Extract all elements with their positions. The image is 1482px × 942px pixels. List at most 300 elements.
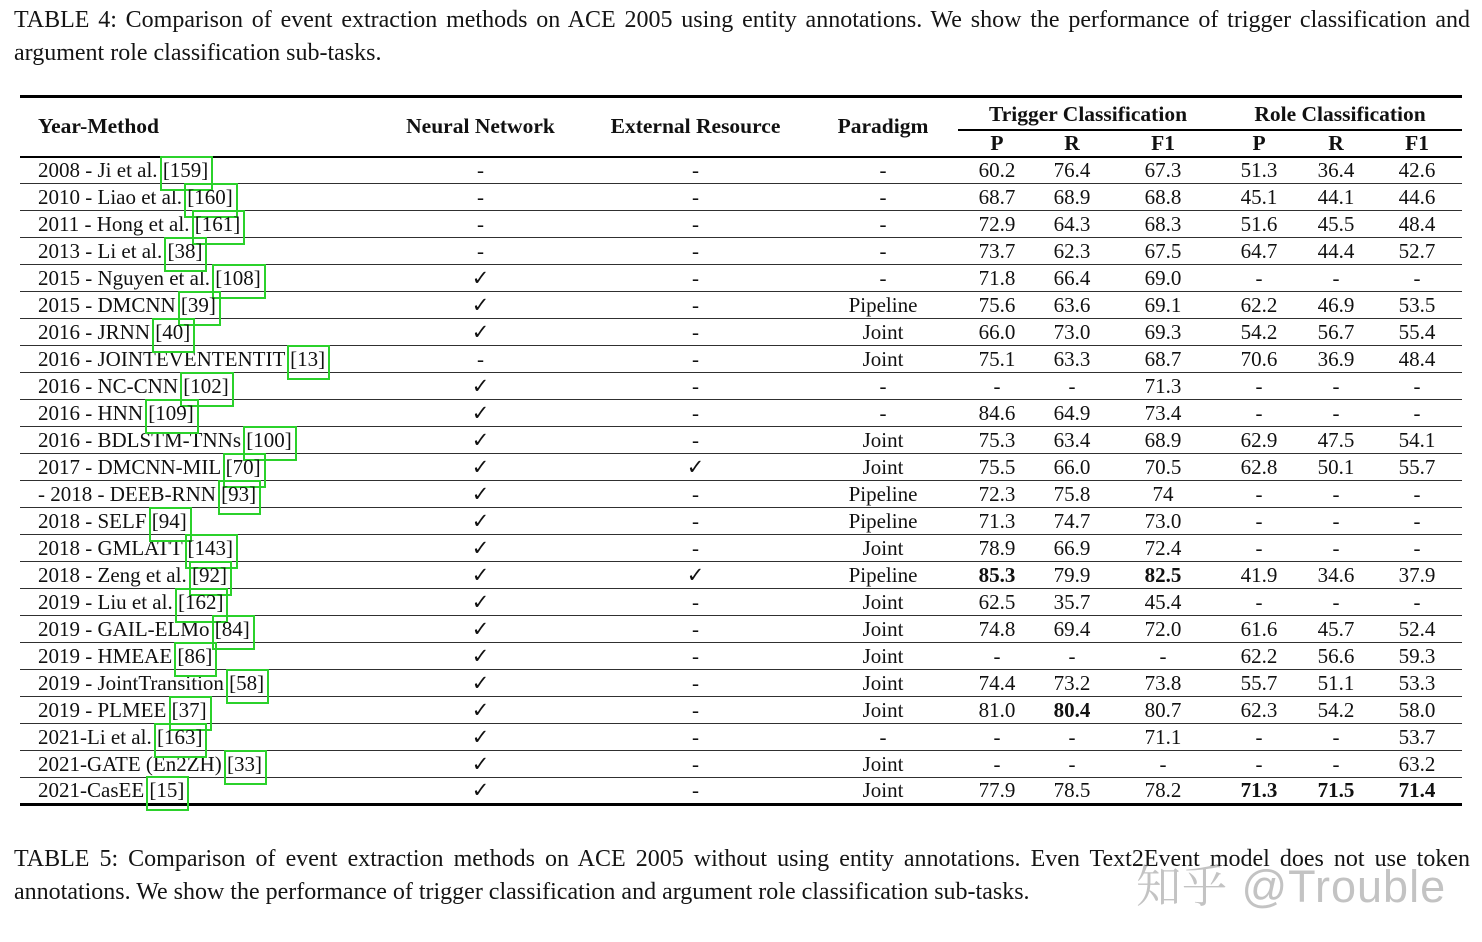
metric-cell: 72.4 bbox=[1144, 535, 1182, 560]
metric-cell: 73.4 bbox=[1144, 400, 1182, 425]
paradigm-cell: Joint bbox=[862, 319, 904, 344]
metric-cell: 62.5 bbox=[978, 589, 1016, 614]
external-resource-cell: - bbox=[692, 427, 699, 452]
method-label: 2019 - JointTransition bbox=[38, 670, 230, 695]
metric-cell: 68.9 bbox=[1144, 427, 1182, 452]
neural-network-cell: ✓ bbox=[471, 643, 490, 668]
paradigm-cell: Pipeline bbox=[848, 292, 918, 317]
metric-cell: 66.0 bbox=[1053, 454, 1091, 479]
method-cell bbox=[20, 670, 378, 697]
metric-cell: 68.7 bbox=[978, 184, 1016, 209]
metric-cell: 72.9 bbox=[978, 211, 1016, 236]
table-row bbox=[20, 346, 1462, 373]
citation-box: [39] bbox=[180, 292, 216, 317]
method-label: 2016 - JRNN bbox=[38, 319, 156, 344]
external-resource-cell: - bbox=[692, 346, 699, 371]
external-resource-cell: - bbox=[692, 778, 699, 802]
method-cell bbox=[20, 778, 378, 805]
method-label: 2019 - PLMEE bbox=[38, 697, 172, 722]
table-row bbox=[20, 238, 1462, 265]
subheader-role-p: P bbox=[1252, 130, 1266, 155]
paradigm-cell: Joint bbox=[862, 670, 904, 695]
method-cell bbox=[20, 643, 378, 670]
table-row bbox=[20, 697, 1462, 724]
metric-cell: 80.7 bbox=[1144, 697, 1182, 722]
metric-cell: - bbox=[993, 373, 1001, 398]
metric-cell: 47.5 bbox=[1317, 427, 1355, 452]
method-cell bbox=[20, 481, 378, 508]
metric-cell: 79.9 bbox=[1053, 562, 1091, 587]
metric-cell: - bbox=[1255, 265, 1263, 290]
header-role-classification: Role Classification bbox=[1218, 97, 1462, 130]
header-neural-network: Neural Network bbox=[406, 114, 555, 139]
method-cell bbox=[20, 751, 378, 778]
citation-box: [13] bbox=[290, 346, 326, 371]
citation-box: [108] bbox=[215, 265, 261, 290]
metric-cell: - bbox=[1255, 481, 1263, 506]
metric-cell: 56.7 bbox=[1317, 319, 1355, 344]
metric-cell: - bbox=[1332, 400, 1340, 425]
metric-cell: 62.3 bbox=[1053, 238, 1091, 263]
citation-box: [40] bbox=[155, 319, 191, 344]
metric-cell: 74.7 bbox=[1053, 508, 1091, 533]
method-label: 2016 - NC-CNN bbox=[38, 373, 184, 398]
metric-cell: 78.9 bbox=[978, 535, 1016, 560]
paradigm-cell: - bbox=[879, 265, 887, 290]
paradigm-cell: Joint bbox=[862, 427, 904, 452]
metric-cell: 71.3 bbox=[1144, 373, 1182, 398]
metric-cell: - bbox=[1332, 535, 1340, 560]
metric-cell: 37.9 bbox=[1398, 562, 1436, 587]
table-header bbox=[20, 97, 1462, 157]
header-year-method: Year-Method bbox=[38, 114, 160, 139]
metric-cell: 54.2 bbox=[1240, 319, 1278, 344]
metric-cell: 73.8 bbox=[1144, 670, 1182, 695]
watermark: 知乎 @Trouble bbox=[1136, 861, 1447, 912]
method-cell bbox=[20, 265, 378, 292]
metric-cell: 52.4 bbox=[1398, 616, 1436, 641]
metric-cell: - bbox=[1332, 481, 1340, 506]
metric-cell: 55.7 bbox=[1240, 670, 1278, 695]
metric-cell: 74.8 bbox=[978, 616, 1016, 641]
paradigm-cell: - bbox=[879, 211, 887, 236]
metric-cell: - bbox=[1332, 724, 1340, 749]
metric-cell: - bbox=[1255, 535, 1263, 560]
external-resource-cell: - bbox=[692, 211, 699, 236]
neural-network-cell: - bbox=[477, 238, 484, 263]
citation-box: [84] bbox=[214, 616, 250, 641]
table5-caption: TABLE 5: Comparison of event extraction methods on ACE 2005 without using entity annotations. Even Text2Event model does not use token annotations. We show the performance of trigger classification and argument role classification sub-tasks. bbox=[14, 846, 1470, 906]
metric-cell: - bbox=[1068, 643, 1076, 668]
paradigm-cell: Pipeline bbox=[848, 481, 918, 506]
citation-box: [100] bbox=[246, 427, 292, 452]
metric-cell: 77.9 bbox=[978, 778, 1016, 802]
comparison-table bbox=[20, 95, 1462, 806]
citation-box: [70] bbox=[225, 454, 261, 479]
table-row bbox=[20, 589, 1462, 616]
metric-cell: - bbox=[1413, 265, 1421, 290]
external-resource-cell: - bbox=[692, 589, 699, 614]
method-cell bbox=[20, 400, 378, 427]
metric-cell: 69.3 bbox=[1144, 319, 1182, 344]
method-label: 2011 - Hong et al. bbox=[38, 211, 195, 236]
metric-cell: 62.8 bbox=[1240, 454, 1278, 479]
external-resource-cell: - bbox=[692, 616, 699, 641]
method-label: 2015 - DMCNN bbox=[38, 292, 181, 317]
metric-cell: - bbox=[1332, 589, 1340, 614]
method-label: 2017 - DMCNN-MIL bbox=[38, 454, 226, 479]
method-label: 2019 - Liu et al. bbox=[38, 589, 178, 614]
metric-cell: 42.6 bbox=[1398, 157, 1436, 182]
neural-network-cell: ✓ bbox=[471, 778, 490, 802]
external-resource-cell: - bbox=[692, 481, 699, 506]
method-cell bbox=[20, 427, 378, 454]
paradigm-cell: Pipeline bbox=[848, 562, 918, 587]
metric-cell: 36.9 bbox=[1317, 346, 1355, 371]
metric-cell: 73.0 bbox=[1144, 508, 1182, 533]
neural-network-cell: ✓ bbox=[471, 373, 490, 398]
paradigm-cell: - bbox=[879, 184, 887, 209]
method-cell bbox=[20, 616, 378, 643]
metric-cell: - bbox=[1068, 373, 1076, 398]
metric-cell: 71.1 bbox=[1144, 724, 1182, 749]
metric-cell: 53.5 bbox=[1398, 292, 1436, 317]
metric-cell: 62.2 bbox=[1240, 643, 1278, 668]
metric-cell: - bbox=[993, 751, 1001, 776]
method-label: 2018 - GMLATT bbox=[38, 535, 188, 560]
table-row bbox=[20, 265, 1462, 292]
external-resource-cell: - bbox=[692, 292, 699, 317]
metric-cell: - bbox=[1159, 751, 1167, 776]
metric-cell: 71.3 bbox=[1240, 778, 1278, 802]
citation-box: [38] bbox=[167, 238, 203, 263]
metric-cell: 45.1 bbox=[1240, 184, 1278, 209]
external-resource-cell: - bbox=[692, 670, 699, 695]
metric-cell: 71.3 bbox=[978, 508, 1016, 533]
metric-cell: 67.3 bbox=[1144, 157, 1182, 182]
metric-cell: 68.3 bbox=[1144, 211, 1182, 236]
citation-box: [163] bbox=[156, 724, 203, 749]
table-row bbox=[20, 508, 1462, 535]
subheader-role-r: R bbox=[1328, 130, 1344, 155]
paradigm-cell: Joint bbox=[862, 778, 904, 802]
method-cell bbox=[20, 373, 378, 400]
table-row bbox=[20, 751, 1462, 778]
paradigm-cell: Joint bbox=[862, 346, 904, 371]
method-cell bbox=[20, 535, 378, 562]
metric-cell: 51.6 bbox=[1240, 211, 1278, 236]
method-cell bbox=[20, 346, 378, 373]
metric-cell: 85.3 bbox=[978, 562, 1016, 587]
metric-cell: 34.6 bbox=[1317, 562, 1355, 587]
metric-cell: 66.9 bbox=[1053, 535, 1091, 560]
paradigm-cell: - bbox=[879, 373, 887, 398]
subheader-trigger-p: P bbox=[990, 130, 1004, 155]
paradigm-cell: Joint bbox=[862, 697, 904, 722]
metric-cell: - bbox=[1068, 724, 1076, 749]
table-row bbox=[20, 211, 1462, 238]
metric-cell: 44.1 bbox=[1317, 184, 1355, 209]
paradigm-cell: Pipeline bbox=[848, 508, 918, 533]
external-resource-cell: - bbox=[692, 238, 699, 263]
neural-network-cell: ✓ bbox=[471, 562, 490, 587]
method-label: 2016 - HNN bbox=[38, 400, 149, 425]
citation-box: [162] bbox=[177, 589, 224, 614]
method-cell bbox=[20, 319, 378, 346]
table-row bbox=[20, 481, 1462, 508]
metric-cell: 62.2 bbox=[1240, 292, 1278, 317]
citation-box: [109] bbox=[148, 400, 194, 425]
metric-cell: 63.4 bbox=[1053, 427, 1091, 452]
metric-cell: 73.2 bbox=[1053, 670, 1091, 695]
metric-cell: 69.1 bbox=[1144, 292, 1182, 317]
neural-network-cell: - bbox=[477, 211, 484, 236]
metric-cell: 45.5 bbox=[1317, 211, 1355, 236]
metric-cell: 75.8 bbox=[1053, 481, 1091, 506]
external-resource-cell: - bbox=[692, 373, 699, 398]
table-row bbox=[20, 535, 1462, 562]
metric-cell: - bbox=[1255, 400, 1263, 425]
method-cell bbox=[20, 292, 378, 319]
citation-box: [94] bbox=[151, 508, 187, 533]
metric-cell: 48.4 bbox=[1398, 346, 1436, 371]
metric-cell: 48.4 bbox=[1398, 211, 1436, 236]
method-cell bbox=[20, 562, 378, 589]
metric-cell: - bbox=[993, 724, 1001, 749]
neural-network-cell: ✓ bbox=[471, 427, 490, 452]
metric-cell: 51.1 bbox=[1317, 670, 1355, 695]
paradigm-cell: - bbox=[879, 724, 887, 749]
header-trigger-classification: Trigger Classification bbox=[958, 97, 1218, 130]
neural-network-cell: - bbox=[477, 184, 484, 209]
citation-box: [33] bbox=[226, 751, 262, 776]
paradigm-cell: - bbox=[879, 157, 887, 182]
metric-cell: - bbox=[1332, 265, 1340, 290]
method-label: 2018 - Zeng et al. bbox=[38, 562, 192, 587]
neural-network-cell: ✓ bbox=[471, 697, 490, 722]
table-row bbox=[20, 616, 1462, 643]
method-cell bbox=[20, 724, 378, 751]
metric-cell: 80.4 bbox=[1053, 697, 1091, 722]
metric-cell: 66.4 bbox=[1053, 265, 1091, 290]
table-row bbox=[20, 562, 1462, 589]
citation-box: [102] bbox=[183, 373, 229, 398]
method-label: 2021-GATE (En2ZH) bbox=[38, 751, 227, 776]
header-paradigm: Paradigm bbox=[837, 114, 929, 139]
method-label: 2013 - Li et al. bbox=[38, 238, 168, 263]
metric-cell: 68.9 bbox=[1053, 184, 1091, 209]
method-label: 2010 - Liao et al. bbox=[38, 184, 188, 209]
metric-cell: 54.1 bbox=[1398, 427, 1436, 452]
method-cell bbox=[20, 211, 378, 238]
external-resource-cell: - bbox=[692, 751, 699, 776]
neural-network-cell: ✓ bbox=[471, 319, 490, 344]
paradigm-cell: Joint bbox=[862, 643, 904, 668]
metric-cell: 58.0 bbox=[1398, 697, 1436, 722]
metric-cell: 51.3 bbox=[1240, 157, 1278, 182]
method-cell bbox=[20, 589, 378, 616]
paradigm-cell: - bbox=[879, 238, 887, 263]
method-label: 2016 - BDLSTM-TNNs bbox=[38, 427, 247, 452]
metric-cell: - bbox=[1413, 508, 1421, 533]
external-resource-cell: - bbox=[692, 697, 699, 722]
metric-cell: 81.0 bbox=[978, 697, 1016, 722]
paradigm-cell: Joint bbox=[862, 751, 904, 776]
external-resource-cell: - bbox=[692, 265, 699, 290]
metric-cell: 66.0 bbox=[978, 319, 1016, 344]
metric-cell: 75.6 bbox=[978, 292, 1016, 317]
metric-cell: 72.3 bbox=[978, 481, 1016, 506]
neural-network-cell: ✓ bbox=[471, 589, 490, 614]
external-resource-cell: - bbox=[692, 535, 699, 560]
method-label: 2018 - SELF bbox=[38, 508, 152, 533]
metric-cell: - bbox=[1255, 751, 1263, 776]
external-resource-cell: - bbox=[692, 157, 699, 182]
metric-cell: - bbox=[1413, 400, 1421, 425]
method-label: 2015 - Nguyen et al. bbox=[38, 265, 216, 290]
metric-cell: 76.4 bbox=[1053, 157, 1091, 182]
external-resource-cell: - bbox=[692, 508, 699, 533]
metric-cell: 72.0 bbox=[1144, 616, 1182, 641]
metric-cell: - bbox=[1332, 373, 1340, 398]
method-cell bbox=[20, 157, 378, 184]
metric-cell: 75.3 bbox=[978, 427, 1016, 452]
metric-cell: 74 bbox=[1152, 481, 1174, 506]
metric-cell: 36.4 bbox=[1317, 157, 1355, 182]
citation-box: [143] bbox=[187, 535, 234, 560]
metric-cell: 61.6 bbox=[1240, 616, 1278, 641]
subheader-trigger-r: R bbox=[1064, 130, 1080, 155]
neural-network-cell: ✓ bbox=[471, 292, 490, 317]
metric-cell: 63.2 bbox=[1398, 751, 1436, 776]
method-label: 2019 - HMEAE bbox=[38, 643, 178, 668]
metric-cell: 53.3 bbox=[1398, 670, 1436, 695]
metric-cell: 71.4 bbox=[1398, 778, 1436, 802]
neural-network-cell: ✓ bbox=[471, 535, 490, 560]
table-row bbox=[20, 373, 1462, 400]
method-cell bbox=[20, 184, 378, 211]
metric-cell: 71.5 bbox=[1317, 778, 1355, 802]
metric-cell: 41.9 bbox=[1240, 562, 1278, 587]
citation-box: [15] bbox=[149, 778, 185, 802]
table-row bbox=[20, 643, 1462, 670]
metric-cell: 73.0 bbox=[1053, 319, 1091, 344]
method-cell bbox=[20, 508, 378, 535]
method-label: 2021-Li et al. bbox=[38, 724, 157, 749]
metric-cell: 55.4 bbox=[1398, 319, 1436, 344]
paradigm-cell: Joint bbox=[862, 589, 904, 614]
metric-cell: - bbox=[1413, 373, 1421, 398]
table-row bbox=[20, 454, 1462, 481]
citation-box: [86] bbox=[177, 643, 213, 668]
external-resource-cell: - bbox=[692, 643, 699, 668]
metric-cell: 64.9 bbox=[1053, 400, 1091, 425]
metric-cell: 52.7 bbox=[1398, 238, 1436, 263]
metric-cell: 68.7 bbox=[1144, 346, 1182, 371]
neural-network-cell: ✓ bbox=[471, 508, 490, 533]
metric-cell: - bbox=[1255, 724, 1263, 749]
table-row bbox=[20, 778, 1462, 805]
neural-network-cell: ✓ bbox=[471, 751, 490, 776]
paradigm-cell: - bbox=[879, 400, 887, 425]
metric-cell: 78.2 bbox=[1144, 778, 1182, 802]
metric-cell: 45.4 bbox=[1144, 589, 1182, 614]
metric-cell: 84.6 bbox=[978, 400, 1016, 425]
citation-box: [161] bbox=[194, 211, 241, 236]
table-row bbox=[20, 319, 1462, 346]
citation-box: [92] bbox=[191, 562, 227, 587]
metric-cell: 78.5 bbox=[1053, 778, 1091, 802]
metric-cell: - bbox=[1413, 481, 1421, 506]
metric-cell: - bbox=[1332, 508, 1340, 533]
table-row bbox=[20, 724, 1462, 751]
neural-network-cell: ✓ bbox=[471, 670, 490, 695]
metric-cell: - bbox=[1068, 751, 1076, 776]
subheader-trigger-f1: F1 bbox=[1151, 130, 1175, 155]
metric-cell: 46.9 bbox=[1317, 292, 1355, 317]
metric-cell: 35.7 bbox=[1053, 589, 1091, 614]
neural-network-cell: ✓ bbox=[471, 616, 490, 641]
metric-cell: 82.5 bbox=[1144, 562, 1182, 587]
table-row bbox=[20, 670, 1462, 697]
metric-cell: 70.6 bbox=[1240, 346, 1278, 371]
metric-cell: - bbox=[1413, 535, 1421, 560]
metric-cell: 69.0 bbox=[1144, 265, 1182, 290]
metric-cell: 64.3 bbox=[1053, 211, 1091, 236]
metric-cell: - bbox=[1255, 589, 1263, 614]
neural-network-cell: ✓ bbox=[471, 454, 490, 479]
metric-cell: 54.2 bbox=[1317, 697, 1355, 722]
neural-network-cell: - bbox=[477, 157, 484, 182]
metric-cell: 73.7 bbox=[978, 238, 1016, 263]
metric-cell: 60.2 bbox=[978, 157, 1016, 182]
metric-cell: 63.3 bbox=[1053, 346, 1091, 371]
table-row bbox=[20, 157, 1462, 184]
citation-box: [160] bbox=[187, 184, 233, 209]
metric-cell: 62.3 bbox=[1240, 697, 1278, 722]
method-label: 2008 - Ji et al. bbox=[38, 157, 163, 182]
neural-network-cell: ✓ bbox=[471, 265, 490, 290]
neural-network-cell: - bbox=[477, 346, 484, 371]
paradigm-cell: Joint bbox=[862, 535, 904, 560]
metric-cell: 44.4 bbox=[1317, 238, 1355, 263]
metric-cell: 74.4 bbox=[978, 670, 1016, 695]
metric-cell: - bbox=[1255, 373, 1263, 398]
external-resource-cell: - bbox=[692, 724, 699, 749]
metric-cell: 64.7 bbox=[1240, 238, 1278, 263]
metric-cell: 63.6 bbox=[1053, 292, 1091, 317]
metric-cell: - bbox=[1332, 751, 1340, 776]
metric-cell: 70.5 bbox=[1144, 454, 1182, 479]
external-resource-cell: - bbox=[692, 184, 699, 209]
metric-cell: 62.9 bbox=[1240, 427, 1278, 452]
metric-cell: 55.7 bbox=[1398, 454, 1436, 479]
method-cell bbox=[20, 454, 378, 481]
external-resource-cell: ✓ bbox=[686, 454, 705, 479]
metric-cell: - bbox=[1413, 589, 1421, 614]
method-cell bbox=[20, 697, 378, 724]
citation-box: [37] bbox=[171, 697, 207, 722]
paradigm-cell: Joint bbox=[862, 454, 904, 479]
metric-cell: 53.7 bbox=[1398, 724, 1436, 749]
metric-cell: 75.1 bbox=[978, 346, 1016, 371]
method-label: 2019 - GAIL-ELMo bbox=[38, 616, 215, 641]
metric-cell: - bbox=[1159, 643, 1167, 668]
table-row bbox=[20, 400, 1462, 427]
metric-cell: - bbox=[1255, 508, 1263, 533]
table-row bbox=[20, 427, 1462, 454]
metric-cell: 69.4 bbox=[1053, 616, 1091, 641]
